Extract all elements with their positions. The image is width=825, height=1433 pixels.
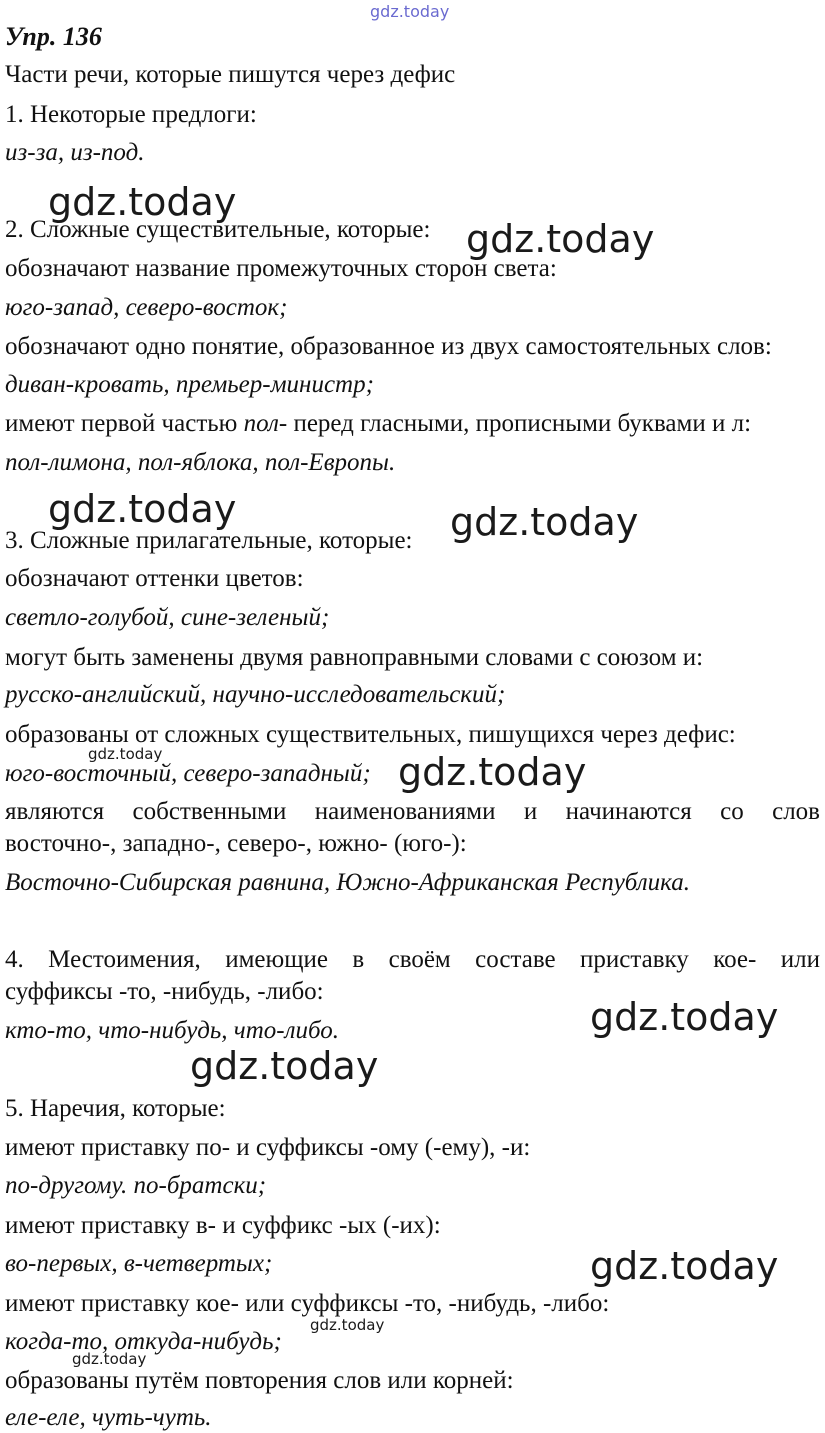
section-1-example: из-за, из-под.: [5, 139, 145, 166]
watermark: gdz.today: [590, 995, 779, 1039]
section-4-example: кто-то, что-нибудь, что-либо.: [5, 1017, 339, 1044]
rule-text: имеют приставку в- и суффикс -ых (-их):: [5, 1212, 441, 1239]
example-text: пол-лимона, пол-яблока, пол-Европы.: [5, 449, 396, 476]
watermark: gdz.today: [398, 750, 587, 794]
example-text: светло-голубой, сине-зеленый;: [5, 604, 330, 631]
watermark: gdz.today: [88, 745, 163, 763]
watermark: gdz.today: [450, 500, 639, 544]
example-text: когда-то, откуда-нибудь;: [5, 1328, 282, 1355]
section-4-heading: 4. Местоимения, имеющие в своём составе приставку кое- или: [5, 946, 820, 973]
example-text: Восточно-Сибирская равнина, Южно-Африканская Республика.: [5, 869, 690, 896]
watermark: gdz.today: [48, 487, 237, 531]
example-text: русско-английский, научно-исследовательский;: [5, 681, 506, 708]
watermark: gdz.today: [466, 217, 655, 261]
watermark: gdz.today: [48, 180, 237, 224]
watermark: gdz.today: [590, 1244, 779, 1288]
rule-text: имеют приставку по- и суффиксы -ому (-ему), -и:: [5, 1134, 531, 1161]
rule-text-part: имеют первой частью: [5, 410, 244, 437]
example-text: еле-еле, чуть-чуть.: [5, 1404, 212, 1431]
rule-text-part: перед гласными, прописными буквами и л:: [287, 410, 752, 437]
section-2-heading: 2. Сложные существительные, которые:: [5, 216, 431, 243]
example-text: диван-кровать, премьер-министр;: [5, 371, 374, 398]
section-5-heading: 5. Наречия, которые:: [5, 1095, 226, 1122]
rule-text: обозначают одно понятие, образованное из двух самостоятельных слов:: [5, 333, 772, 360]
rule-text: [5, 409, 751, 439]
watermark-top: gdz.today: [370, 2, 450, 21]
heading: Части речи, которые пишутся через дефис: [5, 61, 456, 88]
section-1-heading: 1. Некоторые предлоги:: [5, 101, 257, 128]
section-4-heading-cont: суффиксы -то, -нибудь, -либо:: [5, 978, 324, 1005]
exercise-title: Упр. 136: [5, 22, 102, 51]
rule-text: обозначают оттенки цветов:: [5, 565, 304, 592]
rule-text: являются собственными наименованиями и начинаются со слов: [5, 798, 820, 825]
rule-text: могут быть заменены двумя равноправными словами с союзом и:: [5, 644, 704, 671]
section-3-heading: 3. Сложные прилагательные, которые:: [5, 527, 413, 554]
rule-text: обозначают название промежуточных сторон света:: [5, 255, 557, 282]
example-text: по-другому. по-братски;: [5, 1172, 267, 1199]
rule-text: восточно-, западно-, северо-, южно- (юго-):: [5, 830, 467, 857]
example-text: во-первых, в-четвертых;: [5, 1250, 273, 1277]
example-text: юго-восточный, северо-западный;: [5, 760, 371, 787]
rule-text: имеют приставку кое- или суффиксы -то, -нибудь, -либо:: [5, 1290, 610, 1317]
rule-text: образованы от сложных существительных, пишущихся через дефис:: [5, 721, 736, 748]
watermark: gdz.today: [190, 1044, 379, 1088]
rule-text-italic: пол-: [243, 410, 288, 437]
rule-text: образованы путём повторения слов или корней:: [5, 1367, 514, 1394]
watermark: gdz.today: [72, 1350, 147, 1368]
watermark: gdz.today: [310, 1316, 385, 1334]
example-text: юго-запад, северо-восток;: [5, 294, 288, 321]
